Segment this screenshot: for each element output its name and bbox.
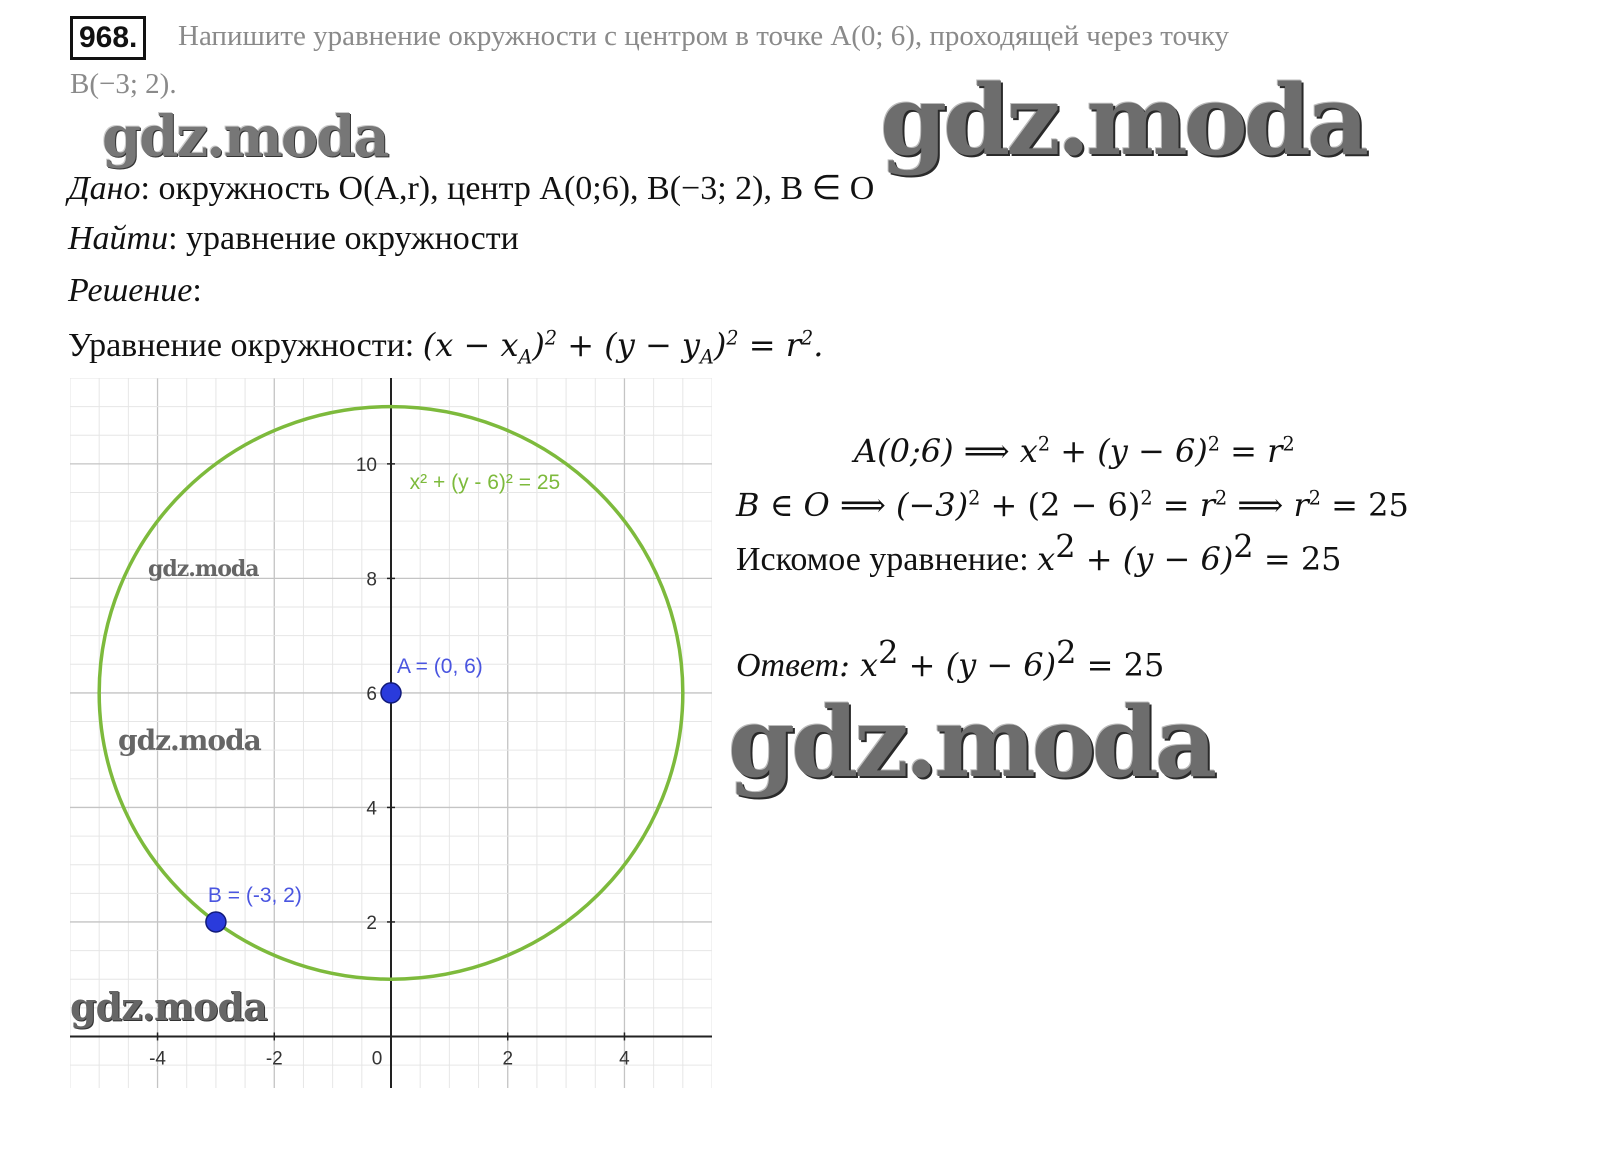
- point-a: [381, 683, 401, 703]
- watermark: gdz.moda: [102, 104, 388, 170]
- watermark: gdz.moda: [880, 64, 1366, 177]
- watermark: gdz.moda: [148, 556, 259, 582]
- step1-lhs: A(0;6) ⟹ x: [854, 432, 1038, 470]
- result-label: Искомое уравнение:: [736, 541, 1038, 578]
- result-a: x: [1037, 540, 1056, 578]
- given-line: [68, 168, 874, 208]
- find-text: : уравнение окружности: [168, 220, 519, 257]
- y-tick-label: 2: [366, 912, 377, 934]
- solution-label: Решение: [68, 272, 193, 309]
- point-label: B = (-3, 2): [207, 883, 302, 907]
- answer-label: Ответ: [736, 647, 840, 684]
- y-tick-label: 6: [366, 683, 377, 705]
- step-point: B ∈ O ⟹ $(-3)^2 + (2 - 6)^2 = r^2$ ⟹ $r^2 = 25$: [736, 486, 1409, 524]
- watermark: gdz.moda: [70, 984, 267, 1029]
- general-formula: $(x - x_A)^2 + (y - y_A)^2 = r^2$.: [422, 326, 824, 369]
- solution-colon: :: [192, 272, 202, 309]
- given-text: : окружность O(A,r), центр A(0;6), B(−3; 2), B ∈ O: [140, 170, 875, 207]
- circle-equation-label: x² + (y - 6)² = 25: [409, 471, 561, 495]
- find-line: [68, 220, 519, 258]
- answer-line: Ответ: $x^2 + (y - 6)^2 = 25$: [736, 633, 1165, 684]
- point-b: [206, 912, 226, 932]
- point-label: A = (0, 6): [397, 654, 483, 678]
- step2-a: B ∈ O ⟹ (−3): [736, 486, 969, 524]
- solution-line: [68, 272, 202, 310]
- result-b: + (y − 6): [1075, 540, 1234, 578]
- given-label: Дано: [68, 170, 141, 207]
- problem-text: Напишите уравнение окружности с центром в точке A(0; 6), проходящей через точку: [178, 20, 1229, 52]
- step1-rhs: = r: [1220, 432, 1283, 470]
- result-line: Искомое уравнение: $x^2 + (y - 6)^2 = 25$: [736, 527, 1342, 578]
- step2-c: = r: [1152, 486, 1216, 524]
- x-tick-label: 0: [371, 1048, 383, 1070]
- y-tick-label: 10: [355, 454, 377, 476]
- step1-mid: + (y − 6): [1050, 432, 1208, 470]
- problem-number: 968.: [70, 16, 146, 60]
- step2-b: + (2 − 6): [980, 486, 1141, 524]
- watermark: gdz.moda: [118, 724, 261, 757]
- problem-text-continued: B(−3; 2).: [70, 68, 177, 100]
- answer-a: : x: [839, 646, 879, 684]
- answer-b: + (y − 6): [898, 646, 1057, 684]
- x-tick-label: 2: [502, 1048, 514, 1070]
- answer-c: = 25: [1076, 646, 1165, 684]
- find-label: Найти: [68, 220, 169, 257]
- step2-e: = 25: [1320, 486, 1409, 524]
- x-tick-label: 4: [619, 1048, 630, 1070]
- equation-intro: Уравнение окружности:: [68, 327, 423, 364]
- result-c: = 25: [1253, 540, 1342, 578]
- step-center: A(0;6) ⟹ $x^2 + (y - 6)^2 = r^2$: [854, 432, 1295, 470]
- x-tick-label: -2: [265, 1048, 283, 1070]
- step2-d: ⟹ r: [1227, 486, 1309, 524]
- x-tick-label: -4: [149, 1048, 166, 1070]
- watermark: gdz.moda: [728, 686, 1214, 799]
- circle-equation-general: [68, 326, 824, 369]
- y-tick-label: 8: [366, 569, 377, 591]
- y-tick-label: 4: [366, 798, 377, 820]
